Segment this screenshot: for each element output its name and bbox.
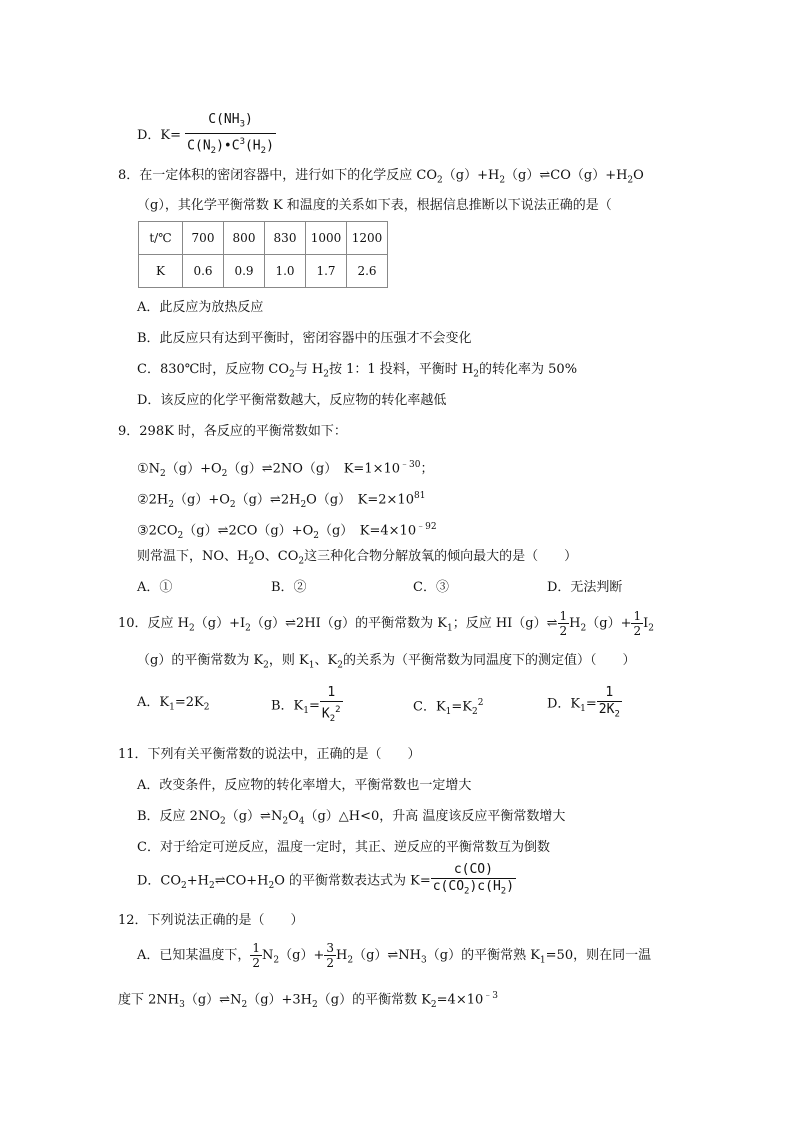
table-cell: 0.9 (224, 255, 265, 288)
text: (H (244, 137, 261, 153)
table-cell: 0.6 (183, 255, 224, 288)
fraction-denominator (597, 702, 622, 723)
fraction-numerator: 1 (633, 609, 642, 623)
fraction-denominator: 2 (559, 624, 568, 638)
sup: 2 (335, 705, 341, 715)
sub: 2 (263, 660, 269, 671)
text: =50，则在同一温 (545, 948, 652, 963)
text: 按 1：1 投料，平衡时 H (329, 362, 474, 377)
sub: 2 (220, 816, 226, 827)
table-row (139, 255, 388, 288)
sub: 1 (308, 660, 315, 671)
text: ③2CO (137, 523, 178, 539)
sub: 2 (337, 660, 343, 671)
text: （g）⇌CO（g）+H (505, 168, 628, 183)
half-fraction (250, 941, 262, 970)
sup: 81 (413, 491, 426, 501)
text: )•C (216, 137, 240, 153)
sup: 2 (477, 698, 484, 708)
q8-option-b (137, 330, 472, 348)
text: H (569, 616, 581, 631)
text: H (336, 948, 348, 963)
q11-option-b (137, 808, 565, 831)
q9-reaction-1 (137, 456, 434, 483)
text: （g）⇌2CO（g）+O (183, 523, 314, 539)
text: （g）的平衡常数 K (317, 992, 431, 1008)
sub: 2 (181, 880, 187, 891)
sub: 2 (499, 175, 506, 186)
text: 11．下列有关平衡常数的说法中，正确的是（ ） (118, 747, 421, 762)
sub: 2 (473, 369, 480, 380)
sub: 2 (189, 623, 195, 634)
text: 12．下列说法正确的是（ ） (118, 913, 304, 928)
text: ⇌CO+H (214, 873, 269, 889)
text: C(NH (208, 112, 240, 127)
text: 8．在一定体积的密闭容器中，进行如下的化学反应 CO (118, 168, 438, 183)
text: （g）⇌N (225, 809, 283, 824)
text: C．对于给定可逆反应，温度一定时，其正、逆反应的平衡常数互为倒数 (137, 840, 550, 855)
sub: 1 (539, 955, 546, 966)
text: （g）+O (174, 492, 230, 508)
text: ①N (137, 461, 161, 477)
sub: 2 (329, 713, 336, 724)
text: O（g） K=2×10 (306, 492, 414, 508)
fraction-numerator: 3 (326, 941, 334, 955)
sub: 2 (464, 886, 470, 897)
text: （g）+3H (247, 992, 313, 1008)
text: （g）+O (165, 461, 222, 477)
q9-option-d (547, 579, 622, 597)
q9-stem (118, 423, 347, 441)
text: = (309, 698, 320, 714)
text: 的关系为（平衡常数为同温度下的测定值）（ ） (342, 653, 636, 668)
text: C(N (187, 137, 211, 153)
table-cell: t/℃ (139, 222, 183, 255)
q10-stem-line1 (118, 606, 654, 647)
fraction-denominator (320, 702, 343, 727)
sub: 2 (312, 999, 318, 1010)
text: 与 H (294, 362, 324, 377)
q8-option-c (137, 361, 577, 384)
sub: 2 (430, 999, 437, 1010)
sub: 1 (169, 702, 175, 713)
fraction-denominator: 2 (326, 956, 334, 970)
text: O (633, 168, 644, 183)
q11-option-a (137, 777, 471, 795)
sub: 2 (313, 530, 319, 541)
sub: 1 (446, 623, 453, 634)
sub: 2 (282, 816, 289, 827)
text: B．K (271, 698, 304, 714)
half-fraction (631, 609, 643, 638)
sub: 2 (209, 880, 215, 891)
sub: 2 (177, 530, 184, 541)
fraction-numerator: 1 (597, 685, 622, 702)
text: A．改变条件，反应物的转化率增大，平衡常数也一定增大 (137, 778, 472, 793)
table-cell: 800 (224, 222, 265, 255)
text: （g） K=4×10 (318, 523, 417, 539)
text: A．此反应为放热反应 (137, 300, 264, 315)
table-cell: 1000 (306, 222, 347, 255)
equilibrium-constant-fraction (185, 112, 276, 159)
q10-option-a (137, 685, 209, 726)
table-cell: 2.6 (347, 255, 388, 288)
sub: 1 (580, 703, 586, 714)
q8-stem-line1 (118, 167, 644, 190)
q8-stem-line2 (137, 197, 612, 215)
q9-reaction-2 (137, 487, 425, 514)
text: （g）+H (442, 168, 500, 183)
sub: 2 (273, 955, 280, 966)
sub: 2 (268, 880, 275, 891)
sub: 2 (580, 623, 587, 634)
sub: 2 (260, 145, 267, 156)
fraction-denominator: 2 (633, 624, 642, 638)
text: 10．反应 H (118, 616, 190, 631)
q9-option-a (137, 579, 172, 597)
sub: 2 (160, 468, 166, 479)
q12-option-a-line1 (137, 938, 651, 979)
text: O 的平衡常数表达式为 K= (274, 873, 431, 889)
text: （g）⇌2HI（g）的平衡常数为 K (250, 616, 447, 631)
text: （g）△H<0，升高 温度该反应平衡常数增大 (304, 809, 566, 824)
fraction-numerator: c(CO) (431, 862, 516, 879)
text: D．无法判断 (547, 580, 623, 595)
fraction-numerator: 1 (252, 941, 261, 955)
table-cell: 700 (183, 222, 224, 255)
text: （g）⇌2H (235, 492, 301, 508)
text: N (262, 948, 274, 963)
sub: 1 (445, 706, 452, 717)
text: （g）⇌NH (353, 948, 422, 963)
text: C．K (413, 699, 446, 715)
text: ) (266, 137, 274, 153)
table-row (139, 222, 388, 255)
sub: 2 (614, 709, 620, 720)
text: K (321, 706, 330, 722)
sub: 2 (347, 955, 354, 966)
sub: 2 (648, 623, 654, 634)
q10-stem-line2 (137, 652, 635, 675)
text: ) (244, 112, 253, 127)
text: B．② (271, 580, 307, 595)
sup: ﹣30 (400, 460, 421, 470)
text: （g）⇌2NO（g） K=1×10 (227, 461, 401, 477)
text: 、K (314, 653, 338, 668)
text: （g）+ (586, 616, 632, 631)
reciprocal-fraction (320, 685, 343, 727)
text: +H (186, 873, 209, 889)
text: （g）+ (279, 948, 325, 963)
sup: 3 (239, 136, 245, 147)
text: I (643, 616, 649, 631)
text: 9．298K 时，各反应的平衡常数如下： (118, 424, 347, 439)
sub: 4 (298, 816, 305, 827)
sub: 3 (179, 999, 185, 1010)
sub: 2 (500, 886, 507, 897)
text: ) (506, 879, 515, 894)
sub: 2 (210, 145, 217, 156)
fraction-denominator: 2 (252, 956, 261, 970)
text: B．此反应只有达到平衡时，密闭容器中的压强才不会变化 (137, 331, 472, 346)
text: D．该反应的化学平衡常数越大，反应物的转化率越低 (137, 393, 447, 408)
sub: 3 (239, 119, 245, 130)
text: c(CO (432, 879, 465, 894)
q10-option-b (271, 685, 343, 729)
table-cell: 830 (265, 222, 306, 255)
option-label: D．K= (137, 127, 182, 143)
fraction-denominator (431, 879, 516, 900)
text: C．830℃时，反应物 CO (137, 362, 290, 377)
q12-stem (118, 912, 304, 930)
text: A．K (137, 695, 170, 710)
text: ； (420, 461, 434, 477)
text: （g）的平衡常熟 K (426, 948, 540, 963)
half-fraction (558, 609, 570, 638)
text: =2K (174, 695, 204, 710)
text: ②2H (137, 492, 169, 508)
q9-reaction-3 (137, 518, 437, 545)
q11-stem (118, 746, 421, 764)
sup: ﹣3 (483, 991, 498, 1001)
sub: 2 (627, 175, 634, 186)
fraction-numerator: 1 (559, 609, 568, 623)
sub: 2 (248, 556, 255, 567)
table-cell: 1200 (347, 222, 388, 255)
q9-option-b (271, 579, 307, 597)
q10-option-c (413, 685, 483, 730)
text: 度下 2NH (118, 992, 180, 1008)
q11-option-c (137, 839, 550, 857)
sub: 2 (472, 706, 478, 717)
sub: 2 (221, 468, 228, 479)
text: =4×10 (436, 992, 484, 1008)
equilibrium-expression-fraction (431, 862, 516, 900)
q8-option-d (137, 392, 446, 410)
table-cell: 1.0 (265, 255, 306, 288)
text: （g）⇌N (184, 992, 242, 1008)
text: )c(H (469, 879, 501, 894)
reciprocal-fraction (597, 685, 622, 723)
q11-option-d (137, 862, 516, 905)
text: A．已知某温度下， (137, 948, 251, 963)
table-cell: 1.7 (306, 255, 347, 288)
fraction-numerator (185, 112, 276, 134)
text: O (288, 809, 299, 824)
sub: 2 (229, 499, 236, 510)
table-cell: K (139, 255, 183, 288)
text: D．K (547, 696, 581, 712)
sub: 2 (300, 499, 307, 510)
sub: 2 (241, 999, 248, 1010)
sub: 1 (303, 706, 309, 717)
sub: 2 (168, 499, 174, 510)
sub: 2 (298, 556, 305, 567)
text: A．① (137, 580, 173, 595)
text: D．CO (137, 873, 182, 889)
sub: 3 (421, 955, 427, 966)
text: 2K (598, 702, 615, 717)
text: B．反应 2NO (137, 809, 220, 824)
three-halves-fraction (324, 941, 336, 970)
text: 这三种化合物分解放氧的倾向最大的是（ ） (304, 549, 578, 564)
text: （g）的平衡常数为 K (137, 653, 264, 668)
text: 则常温下，NO、H (137, 549, 249, 564)
text: ，则 K (268, 653, 309, 668)
fraction-numerator: 1 (320, 685, 343, 702)
sub: 2 (437, 175, 443, 186)
text: = (585, 696, 597, 712)
q10-option-d (547, 685, 622, 727)
text: （g），其化学平衡常数 K 和温度的关系如下表，根据信息推断以下说法正确的是（ (137, 198, 612, 213)
q7-option-d (137, 112, 276, 159)
equilibrium-constant-table (138, 221, 388, 288)
q12-option-a-line2 (118, 987, 498, 1014)
sub: 2 (323, 369, 329, 380)
text: C．③ (413, 580, 449, 595)
sub: 2 (203, 702, 210, 713)
text: =K (451, 699, 473, 715)
sub: 2 (289, 369, 295, 380)
q8-option-a (137, 299, 263, 317)
sup: ﹣92 (416, 522, 437, 532)
text: 的转化率为 50% (479, 362, 578, 377)
q9-option-c (413, 579, 449, 597)
text: ；反应 HI（g）⇌ (452, 616, 558, 631)
text: （g）+I (194, 616, 246, 631)
q9-question (137, 548, 577, 571)
fraction-denominator (185, 134, 276, 159)
text: O、CO (254, 549, 299, 564)
sub: 2 (245, 623, 251, 634)
